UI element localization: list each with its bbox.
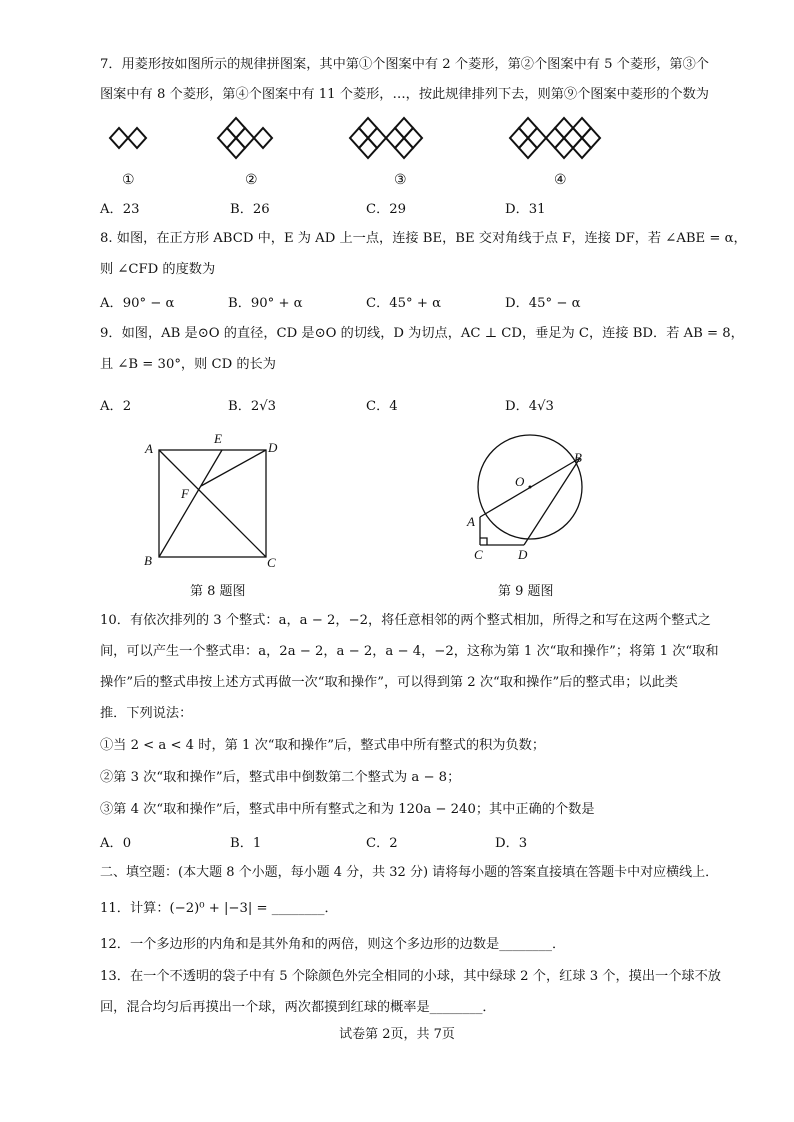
q7-option-b: B．26 [230, 202, 270, 217]
fig8-label-f: F [181, 486, 189, 501]
q8-option-a: A．90° − α [100, 296, 175, 311]
q10-statement-3: ③第 4 次“取和操作”后，整式串中所有整式之和为 120a − 240；其中正确的个数是 [100, 802, 595, 817]
q8-option-c: C．45° + α [366, 296, 441, 311]
q9-option-b: B．2√3 [228, 399, 277, 414]
pattern-label-1: ① [122, 172, 135, 188]
q8-option-d: D．45° − α [505, 296, 581, 311]
pattern-1 [110, 128, 146, 148]
fig8-label-b: B [144, 553, 152, 568]
q9-line-2: 且 ∠B = 30°，则 CD 的长为 [100, 357, 276, 372]
q10-statement-1: ①当 2 < a < 4 时，第 1 次“取和操作”后，整式串中所有整式的积为负数； [100, 738, 546, 753]
fig9-label-d: D [518, 547, 528, 562]
q11: 11．计算：(−2)⁰ + |−3| = ________． [100, 901, 338, 916]
page-footer: 试卷第 2页，共 7页 [339, 1027, 455, 1042]
fig9-label-c: C [474, 547, 483, 562]
pattern-4 [510, 118, 600, 158]
q8-option-b: B．90° + α [228, 296, 303, 311]
right-angle-mark [480, 538, 487, 545]
segment-bd [524, 458, 580, 545]
q10-option-a: A．0 [100, 836, 132, 851]
q13-line-2: 回，混合均匀后再摸出一个球，两次都摸到红球的概率是________． [100, 1000, 496, 1015]
fig9-label-b: B [574, 450, 582, 465]
fig8-label-a: A [145, 441, 153, 456]
q12: 12．一个多边形的内角和是其外角和的两倍，则这个多边形的边数是________． [100, 937, 566, 952]
pattern-2 [218, 118, 272, 158]
q13-line-1: 13．在一个不透明的袋子中有 5 个除颜色外完全相同的小球，其中绿球 2 个，红球 3 个，摸出一个球不放 [100, 969, 721, 984]
q10-line-3: 操作”后的整式串按上述方式再做一次“取和操作”，可以得到第 2 次“取和操作”后的整式串；以此类 [100, 675, 678, 690]
figure-9 [460, 432, 600, 567]
fig8-caption: 第 8 题图 [190, 584, 246, 599]
q7-line-2: 图案中有 8 个菱形，第④个图案中有 11 个菱形，…，按此规律排列下去，则第⑨个图案中菱形的个数为 [100, 87, 709, 102]
q10-option-d: D．3 [495, 836, 528, 851]
q9-line-1: 9．如图，AB 是⊙O 的直径，CD 是⊙O 的切线，D 为切点，AC ⊥ CD，垂足为 C，连接 BD．若 AB = 8， [100, 326, 744, 341]
q10-line-4: 推．下列说法： [100, 706, 193, 721]
q7-option-c: C．29 [366, 202, 407, 217]
pattern-label-4: ④ [554, 172, 567, 188]
q7-option-d: D．31 [505, 202, 546, 217]
q8-line-2: 则 ∠CFD 的度数为 [100, 262, 216, 277]
q10-option-c: C．2 [366, 836, 398, 851]
fig8-label-d: D [268, 440, 278, 455]
fig9-label-a: A [467, 514, 475, 529]
q8-line-1: 8. 如图，在正方形 ABCD 中，E 为 AD 上一点，连接 BE，BE 交对角线于点 F，连接 DF，若 ∠ABE = α， [100, 231, 747, 246]
fig9-label-o: O [515, 474, 525, 489]
q10-line-1: 10．有依次排列的 3 个整式：a，a − 2，−2，将任意相邻的两个整式相加，所得之和写在这两个整式之 [100, 613, 711, 628]
q9-option-d: D．4√3 [505, 399, 554, 414]
q9-option-c: C．4 [366, 399, 398, 414]
q10-line-2: 间，可以产生一个整式串：a，2a − 2，a − 2，a − 4，−2，这称为第 1 次“取和操作”；将第 1 次“取和 [100, 644, 719, 659]
fig8-label-e: E [214, 431, 222, 446]
q10-option-b: B．1 [230, 836, 262, 851]
pattern-3 [350, 118, 422, 158]
pattern-label-2: ② [245, 172, 258, 188]
q7-option-a: A．23 [100, 202, 140, 217]
q10-statement-2: ②第 3 次“取和操作”后，整式串中倒数第二个整式为 a − 8； [100, 770, 461, 785]
fig8-label-c: C [267, 555, 276, 570]
section-2-heading: 二、填空题：(本大题 8 个小题，每小题 4 分，共 32 分) 请将每小题的答案直接填在答题卡中对应横线上． [100, 865, 719, 880]
fig9-caption: 第 9 题图 [498, 584, 554, 599]
q7-line-1: 7．用菱形按如图所示的规律拼图案，其中第①个图案中有 2 个菱形，第②个图案中有 5 个菱形，第③个 [100, 57, 709, 72]
q9-option-a: A．2 [100, 399, 132, 414]
figure-8 [140, 428, 290, 573]
pattern-label-3: ③ [394, 172, 407, 188]
